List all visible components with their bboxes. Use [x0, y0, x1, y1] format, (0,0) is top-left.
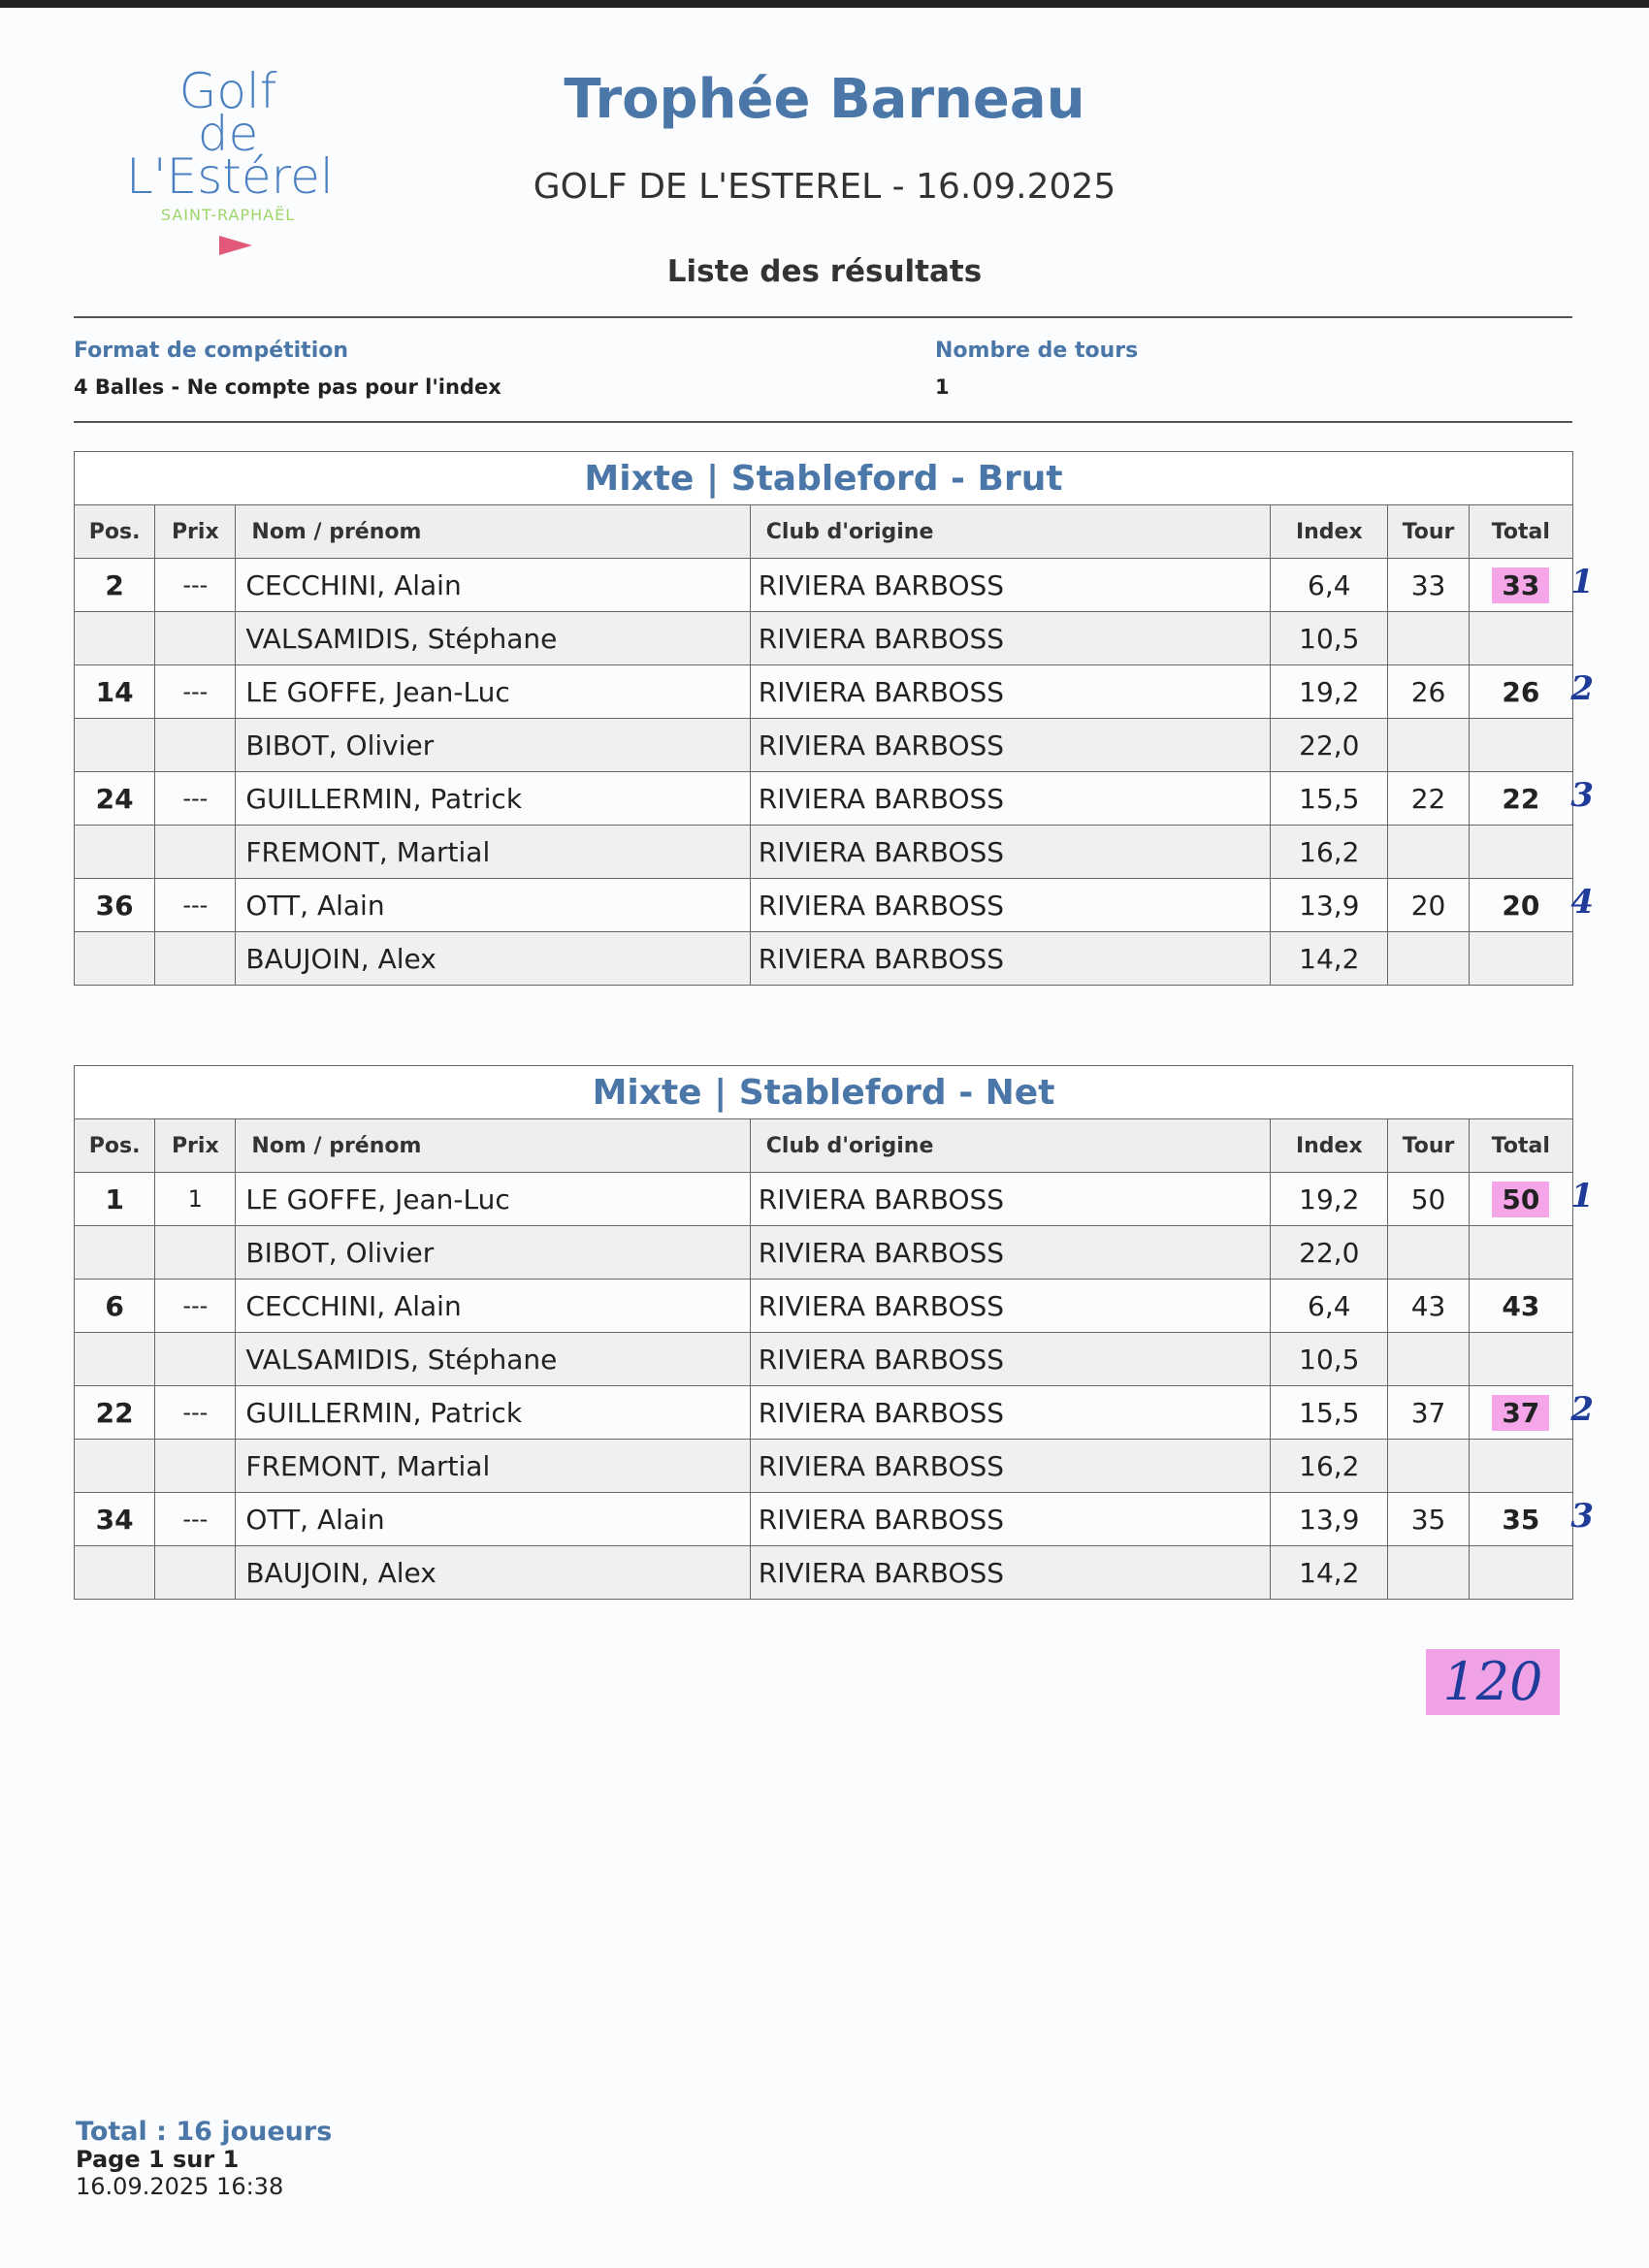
- empty-cell: [75, 1546, 155, 1600]
- table-row: [75, 932, 1573, 986]
- player-index: 19,2: [1271, 665, 1388, 719]
- logo-subtitle: SAINT-RAPHAËL: [160, 206, 296, 224]
- position: 22: [75, 1386, 155, 1440]
- table-row: [75, 1333, 1573, 1386]
- handwritten-rank: 1: [1570, 1177, 1594, 1215]
- handwritten-rank: 2: [1570, 1390, 1594, 1429]
- table-row: [75, 1173, 1573, 1226]
- footer-date: 16.09.2025 16:38: [76, 2173, 284, 2200]
- player-index: 14,2: [1271, 1546, 1388, 1600]
- round-score: 26: [1388, 665, 1469, 719]
- results-table-net: [74, 1065, 1594, 1600]
- column-header-pos: Pos.: [75, 505, 155, 559]
- column-header-prix: Prix: [155, 505, 236, 559]
- empty-cell: [1388, 1226, 1469, 1280]
- handwritten-rank: 3: [1570, 1497, 1594, 1536]
- club-name: RIVIERA BARBOSS: [750, 1440, 1270, 1493]
- total-score: [1469, 772, 1594, 826]
- rounds-label: Nombre de tours: [935, 339, 1139, 363]
- empty-cell: [1469, 1546, 1572, 1600]
- column-header-tour: Tour: [1388, 505, 1469, 559]
- flag-icon: [219, 236, 252, 255]
- handwritten-rank: 2: [1570, 669, 1594, 708]
- player-name: BAUJOIN, Alex: [236, 932, 750, 986]
- club-name: RIVIERA BARBOSS: [750, 1226, 1270, 1280]
- table-row: [75, 772, 1573, 826]
- player-name: FREMONT, Martial: [236, 826, 750, 879]
- total-value: 50: [1492, 1182, 1549, 1217]
- position: 14: [75, 665, 155, 719]
- player-name: VALSAMIDIS, Stéphane: [236, 1333, 750, 1386]
- column-header-pos: Pos.: [75, 1119, 155, 1173]
- empty-cell: [1388, 1546, 1469, 1600]
- scan-top-edge: [0, 0, 1649, 8]
- player-name: BAUJOIN, Alex: [236, 1546, 750, 1600]
- empty-cell: [155, 719, 236, 772]
- empty-cell: [155, 612, 236, 665]
- club-name: RIVIERA BARBOSS: [750, 1333, 1270, 1386]
- prize: ---: [155, 1386, 236, 1440]
- round-score: 33: [1388, 559, 1469, 612]
- player-index: 14,2: [1271, 932, 1388, 986]
- divider: [74, 421, 1572, 423]
- player-index: 6,4: [1271, 1280, 1388, 1333]
- club-name: RIVIERA BARBOSS: [750, 1280, 1270, 1333]
- player-name: GUILLERMIN, Patrick: [236, 772, 750, 826]
- column-header-tour: Tour: [1388, 1119, 1469, 1173]
- player-name: GUILLERMIN, Patrick: [236, 1386, 750, 1440]
- club-name: RIVIERA BARBOSS: [750, 1546, 1270, 1600]
- prize: ---: [155, 1280, 236, 1333]
- prize: ---: [155, 1493, 236, 1546]
- player-index: 15,5: [1271, 772, 1388, 826]
- player-name: LE GOFFE, Jean-Luc: [236, 665, 750, 719]
- empty-cell: [75, 1226, 155, 1280]
- player-index: 10,5: [1271, 612, 1388, 665]
- prize: ---: [155, 772, 236, 826]
- round-score: 20: [1388, 879, 1469, 932]
- round-score: 50: [1388, 1173, 1469, 1226]
- empty-cell: [155, 932, 236, 986]
- empty-cell: [75, 719, 155, 772]
- position: 2: [75, 559, 155, 612]
- handwritten-rank: 1: [1570, 563, 1594, 601]
- prize: ---: [155, 665, 236, 719]
- player-name: OTT, Alain: [236, 1493, 750, 1546]
- empty-cell: [1469, 719, 1572, 772]
- player-name: OTT, Alain: [236, 879, 750, 932]
- player-index: 22,0: [1271, 1226, 1388, 1280]
- player-index: 6,4: [1271, 559, 1388, 612]
- player-name: CECCHINI, Alain: [236, 559, 750, 612]
- total-value: 20: [1502, 889, 1540, 922]
- empty-cell: [1469, 826, 1572, 879]
- empty-cell: [155, 1546, 236, 1600]
- empty-cell: [75, 1333, 155, 1386]
- player-index: 16,2: [1271, 826, 1388, 879]
- empty-cell: [1388, 612, 1469, 665]
- rounds-value: 1: [935, 375, 950, 399]
- table-row: [75, 1280, 1573, 1333]
- player-name: BIBOT, Olivier: [236, 1226, 750, 1280]
- column-header-total: Total: [1469, 1119, 1572, 1173]
- empty-cell: [155, 1333, 236, 1386]
- table-row: [75, 719, 1573, 772]
- format-label: Format de compétition: [74, 339, 349, 363]
- empty-cell: [155, 1440, 236, 1493]
- total-score: [1469, 1386, 1594, 1440]
- empty-cell: [1388, 1333, 1469, 1386]
- empty-cell: [1469, 612, 1572, 665]
- results-table-brut: [74, 451, 1594, 986]
- handwritten-sum: 120: [1426, 1649, 1560, 1715]
- club-name: RIVIERA BARBOSS: [750, 1493, 1270, 1546]
- total-score: [1469, 1280, 1572, 1333]
- table-row: [75, 1546, 1573, 1600]
- prize: ---: [155, 559, 236, 612]
- club-name: RIVIERA BARBOSS: [750, 1386, 1270, 1440]
- empty-cell: [75, 612, 155, 665]
- empty-cell: [1388, 932, 1469, 986]
- player-index: 13,9: [1271, 1493, 1388, 1546]
- player-name: FREMONT, Martial: [236, 1440, 750, 1493]
- page-title: Trophée Barneau: [564, 68, 1085, 131]
- position: 6: [75, 1280, 155, 1333]
- club-name: RIVIERA BARBOSS: [750, 932, 1270, 986]
- position: 24: [75, 772, 155, 826]
- club-name: RIVIERA BARBOSS: [750, 559, 1270, 612]
- club-name: RIVIERA BARBOSS: [750, 1173, 1270, 1226]
- club-name: RIVIERA BARBOSS: [750, 826, 1270, 879]
- total-value: 43: [1502, 1289, 1540, 1322]
- golf-logo: [126, 63, 334, 255]
- list-title: Liste des résultats: [666, 254, 983, 289]
- empty-cell: [1388, 719, 1469, 772]
- logo-line-2: de: [197, 106, 259, 162]
- table-row: [75, 1226, 1573, 1280]
- position: 1: [75, 1173, 155, 1226]
- position: 36: [75, 879, 155, 932]
- round-score: 43: [1388, 1280, 1469, 1333]
- logo-line-1: Golf: [178, 63, 277, 119]
- empty-cell: [1469, 932, 1572, 986]
- table-title: Mixte | Stableford - Net: [75, 1066, 1573, 1119]
- player-index: 10,5: [1271, 1333, 1388, 1386]
- footer-page: Page 1 sur 1: [76, 2146, 240, 2173]
- column-header-club: Club d'origine: [750, 1119, 1270, 1173]
- table-row: [75, 879, 1573, 932]
- table-row: [75, 665, 1573, 719]
- prize: ---: [155, 879, 236, 932]
- total-value: 35: [1502, 1503, 1540, 1536]
- empty-cell: [1469, 1226, 1572, 1280]
- table-row: [75, 826, 1573, 879]
- player-index: 22,0: [1271, 719, 1388, 772]
- round-score: 35: [1388, 1493, 1469, 1546]
- total-value: 37: [1492, 1395, 1549, 1431]
- column-header-name: Nom / prénom: [236, 1119, 750, 1173]
- format-value: 4 Balles - Ne compte pas pour l'index: [74, 375, 501, 399]
- player-index: 19,2: [1271, 1173, 1388, 1226]
- divider: [74, 316, 1572, 318]
- player-name: BIBOT, Olivier: [236, 719, 750, 772]
- club-name: RIVIERA BARBOSS: [750, 612, 1270, 665]
- club-name: RIVIERA BARBOSS: [750, 772, 1270, 826]
- total-score: [1469, 559, 1594, 612]
- table-row: [75, 1493, 1573, 1546]
- empty-cell: [75, 826, 155, 879]
- column-header-club: Club d'origine: [750, 505, 1270, 559]
- round-score: 22: [1388, 772, 1469, 826]
- round-score: 37: [1388, 1386, 1469, 1440]
- handwritten-rank: 4: [1570, 883, 1594, 922]
- column-header-index: Index: [1271, 505, 1388, 559]
- table-row: [75, 612, 1573, 665]
- total-value: 22: [1502, 782, 1540, 815]
- table-row: [75, 559, 1573, 612]
- table-title: Mixte | Stableford - Brut: [75, 452, 1573, 505]
- total-value: 33: [1492, 567, 1549, 603]
- footer-total: Total : 16 joueurs: [76, 2117, 333, 2147]
- empty-cell: [1469, 1440, 1572, 1493]
- player-name: LE GOFFE, Jean-Luc: [236, 1173, 750, 1226]
- empty-cell: [1388, 826, 1469, 879]
- club-name: RIVIERA BARBOSS: [750, 879, 1270, 932]
- player-name: CECCHINI, Alain: [236, 1280, 750, 1333]
- total-score: [1469, 1493, 1594, 1546]
- column-header-prix: Prix: [155, 1119, 236, 1173]
- column-header-name: Nom / prénom: [236, 505, 750, 559]
- total-score: [1469, 665, 1594, 719]
- table-row: [75, 1440, 1573, 1493]
- total-value: 26: [1502, 675, 1540, 708]
- column-header-total: Total: [1469, 505, 1572, 559]
- player-name: VALSAMIDIS, Stéphane: [236, 612, 750, 665]
- column-header-index: Index: [1271, 1119, 1388, 1173]
- player-index: 16,2: [1271, 1440, 1388, 1493]
- prize: 1: [155, 1173, 236, 1226]
- player-index: 15,5: [1271, 1386, 1388, 1440]
- empty-cell: [1388, 1440, 1469, 1493]
- logo-line-3: L'Estérel: [126, 148, 334, 205]
- empty-cell: [1469, 1333, 1572, 1386]
- empty-cell: [75, 932, 155, 986]
- empty-cell: [75, 1440, 155, 1493]
- empty-cell: [155, 826, 236, 879]
- player-index: 13,9: [1271, 879, 1388, 932]
- total-score: [1469, 879, 1594, 932]
- club-name: RIVIERA BARBOSS: [750, 665, 1270, 719]
- page-subtitle: GOLF DE L'ESTEREL - 16.09.2025: [533, 167, 1116, 207]
- position: 34: [75, 1493, 155, 1546]
- table-row: [75, 1386, 1573, 1440]
- handwritten-rank: 3: [1570, 776, 1594, 815]
- empty-cell: [155, 1226, 236, 1280]
- total-score: [1469, 1173, 1594, 1226]
- club-name: RIVIERA BARBOSS: [750, 719, 1270, 772]
